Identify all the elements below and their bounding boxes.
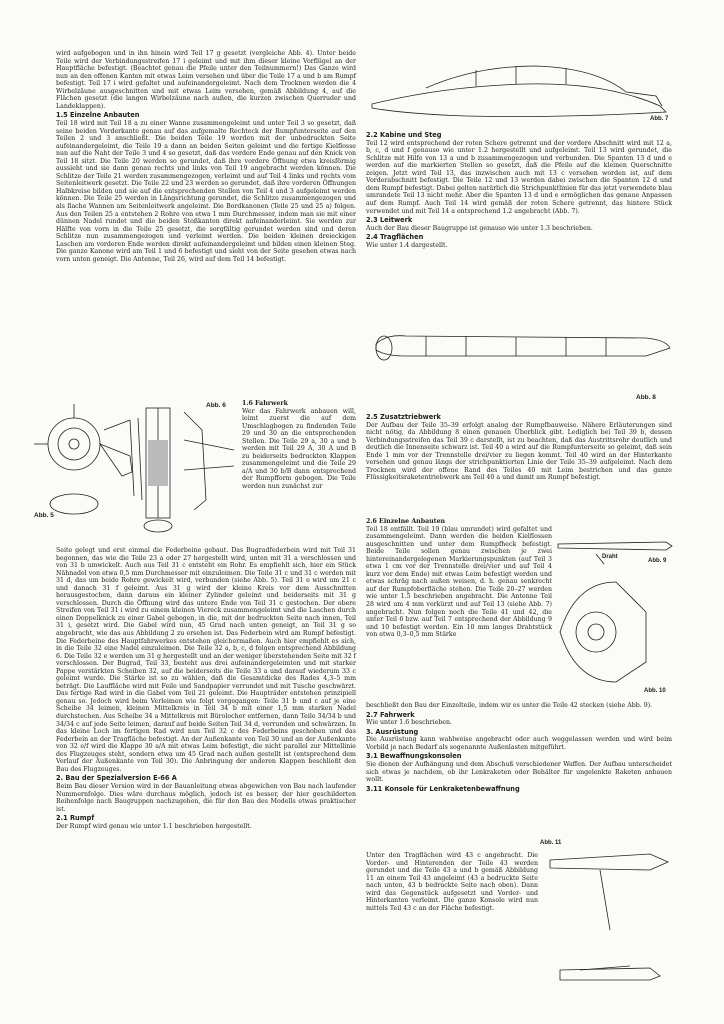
paragraph-3-1: Sie dienen der Aufhängung und dem Abschuß verschiedener Waffen. Der Aufbau unterscheidet sich etwas je nachdem, ob ihr Lenkraketen oder Behälter für ungelenkte Raketen anbauen wollt. <box>366 760 672 784</box>
paragraph-1-6-wrap: Wer das Fahrwerk anbauen will, leimt zuerst die auf dem Umschlagbogen zu findenden Teile 29 und 30 an die entsprechenden Stellen. Die Teile 29 a, 30 a und b werden mit Teil 29 A, 30 A und B zu beiderseits bedruckten Klappen zusammengeleimt und die Teile 29 a/A und 30 b/B dann entsprechend der Rumpfform gebogen. Die Teile werden nun zunächst zur <box>242 407 356 491</box>
console-illustration <box>540 840 676 1014</box>
heading-2-2: 2.2 Kabine und Steg <box>366 131 442 139</box>
engine-illustration <box>366 304 676 404</box>
figure-abb8 <box>366 304 676 404</box>
right-column-lower <box>366 702 672 793</box>
left-column-lower <box>56 547 356 830</box>
heading-2-5: 2.5 Zusatztriebwerk <box>366 413 441 421</box>
cabin-exploded-illustration <box>366 46 676 126</box>
heading-3-11: 3.11 Konsole für Lenkraketenbewaffnung <box>366 784 520 793</box>
caption-abb11: Abb. 11 <box>540 840 562 846</box>
paragraph-2-6-wrap: Teil 18 entfällt. Teil 19 (blau umrandet) wird gefaltet und zusammengeleimt. Dann werden die beiden Kielflossen ausgeschnitten und unter dem Rumpfheck befestigt. Beide Teile sollen genau zwischen je zwei hintereinandergelegenen Markierungspunkten (auf Teil 3 etwa 1 cm vor der Trennstelle drei/vier und auf Teil 4 kurz vor dem Ende) mit etwas Leim befestigt werden und etwas schräg nach außen weisen, d. h. genau senkrecht auf der Rumpfoberfläche stehen. Die Teile 20–27 werden wie unter 1.5 beschrieben angebracht. Die Antenne Teil 28 wird um 4 mm verkürzt und auf Teil 13 (siehe Abb. 7) angebracht. Nun folgen noch die Teile 41 und 42, die unter Teil 6 bzw. auf Teil 7 entsprechend der Abbildung 9 und 10 befestigt werden. Ein 10 mm langes Drahtstück von etwa 0,3–0,5 mm Stärke <box>366 525 552 639</box>
figure-abb9 <box>556 524 676 568</box>
heading-2: 2. Bau der Spezialversion E-66 A <box>56 774 177 783</box>
paragraph-1-5: Teil 18 wird mit Teil 18 a zu einer Wanne zusammengeleimt und unter Teil 3 so gesetzt, daß seine beiden Vorderkante genau auf das aufgemalte Rechteck der Rumpfunterseite auf den Teilen 2 und 3 anschließt. Die beiden Teile 19 werden mit der unbedruckten Seite aufeinandergeleimt, die Teile 19 a dann an beiden Seiten geleimt und die fertige Kielflosse nun auf die Naht der Teile 3 und 4 so gesetzt, daß das vordere Ende genau auf den Knick von Teil 18 sitzt. Die Teile 20 werden so gerundet, daß ihre vordere Öffnung etwa kreisförmig aussieht und sie dann genau rechts und links von Teil 19 angebracht werden können. Die Schlitze der Teile 21 werden zusammengezogen, verleimt und auf Teil 4 links und rechts vom Seitenleitwerk gesetzt. Die Teile 22 und 23 werden so gerundet, daß ihre vorderen Öffnungen Halbkreise bilden und sie auf die entsprechenden Stellen von Teil 4 und 3 aufgeleimt werden können. Die Teile 25 werden in Längsrichtung gerundet, die Schlitze zusammengezogen und als flache Wannen am Seitenleitwerk angeleimt. Die Bordkanonen (Teile 25 und 25 a) folgen. Aus den Teilen 25 a entstehen 2 Rohre von etwa 1 mm Durchmesser, indem man sie mit einer dünnen Nadel rundet und die beiden Stoßkanten direkt aufeinanderleimt. Sie werden zur Hälfte von vorn in die Teile 25 gesetzt, die sorgfältig gerundet werden sind und deren Schlitze nun zusammengezogen und verleimt werden. Die beiden kleinen dreieckigen Laschen am vorderen Ende werden direkt aufeinandergeleimt und bilden einen kleinen Steg. Die ganze Kanone wird am Teil 1 und 6 befestigt und sieht von der Seite gesehen etwas nach vorn unten geneigt. Die Antenne, Teil 26, wird auf dem Teil 14 befestigt. <box>56 119 356 263</box>
section-2-6-wrap <box>366 518 552 639</box>
paragraph-intro: wird aufgebogen und in ihn hinein wird Teil 17 g gesetzt (vergleiche Abb. 4). Unter beide Teile wird der Verbindungsstreifen 17 i geleimt und mit ihm dieser kleine Vorflügel an der Hauptfläche befestigt. (Beachtet genau die Pfeile unter den Teilnummern!) Das Ganze wird nun an den offenen Kanten mit etwas Leim versehen und über die Teile 17 a und b am Rumpf befestigt. Teil 17 i wird gefaltet und aufeinandergeleimt. Nach dem Trocknen werden die 4 Wirbelzäune ausgeschnitten und mit etwas Leim versehen, gemäß Abbildung 4, auf die Flächen gesetzt (die langen Wirbelzäune nach außen, die kurzen zwischen Querruder und Landeklappen). <box>56 50 356 110</box>
heading-3-1: 3.1 Bewaffnungskonsolen <box>366 752 462 761</box>
paragraph-2-5: Der Aufbau der Teile 35–39 erfolgt analog der Rumpfbauweise. Nähere Erläuterungen sind nicht nötig, da Abbildung 8 einen genauen Überblick gibt. Lediglich bei Teil 39 b, dessen Verbindungsstreifen das Teil 39 c darstellt, ist zu beachten, daß das Austrittsrohr deutlich und deutlich die Innenseite schwarz ist. Teil 40 a wird auf die Rumpfunterseite so geleimt, daß sein Ende 1 mm vor der Trennstelle drei/vier zu liegen kommt. Teil 40 wird an der Hinterkante versehen und genau längs der strichpunktierten Linie der Teile 35–39 aufgeleimt. Nach dem Trocknen wird der offene Rand des Teiles 40 mit Leim bestrichen und das ganze Flüssigkeitsraketentriebwerk am Teil 40 a und damit am Rumpf befestigt. <box>366 421 672 482</box>
figure-abb11 <box>540 840 676 1014</box>
figure-abb7 <box>366 46 676 126</box>
paragraph-2-7: Wie unter 1.6 beschrieben. <box>366 719 452 727</box>
paragraph-3: Die Ausrüstung kann wahlweise angebracht oder auch weggelassen werden und wird beim Vorbild je nach Bedarf als sogenannte Außenlasten mitgeführt. <box>366 736 672 751</box>
caption-abb7: Abb. 7 <box>650 116 669 122</box>
heading-1-6: 1.6 Fahrwerk <box>242 400 289 407</box>
draht-label: Draht <box>602 554 618 560</box>
section-1-6-wrap <box>242 400 356 491</box>
caption-abb9: Abb. 9 <box>648 558 667 564</box>
heading-1-5: 1.5 Einzelne Anbauten <box>56 111 140 120</box>
paragraph-2-6-continued: beschließt den Bau der Einzelteile, indem wir es unter die Teile 42 stecken (siehe Abb. 9). <box>366 702 653 709</box>
section-3-11-wrap <box>366 852 538 912</box>
caption-abb6: Abb. 6 <box>206 402 226 409</box>
heading-2-1: 2.1 Rumpf <box>56 814 95 823</box>
figure-abb5-abb6 <box>34 400 238 536</box>
paragraph-2-4: Wie unter 1.4 dargestellt. <box>366 241 448 249</box>
paragraph-1-6-continued: Seite gelegt und erst einmal die Federbeine gebaut. Das Bugradfederbein wird mit Teil 31 begonnen, das wie die Teile 23 a oder 27 hergestellt wird, unten mit 31 a verschlossen und von 31 b umwickelt. Auch aus Teil 31 c entsteht ein Rohr. Es empfiehlt sich, hier ein Stück Nähnadel von etwa 0,5 mm Durchmesser mit einzuleimen. Die Teile 31 c und 31 c werden mit 31 d, das um beide Rohre gewickelt wird, verbunden (siehe Abb. 5). Teil 31 e wird um 21 c und danach 31 f geleimt. Aus 31 g wird der kleine Kreis vor dem Ausschnitten herausgestochen, dann daraus ein kleiner Zylinder geleimt und beiderseits mit 31 g verschlossen. Durch die Öffnung wird das untere Ende von Teil 31 c gestochen. Der obere Streifen von Teil 31 i wird zu einem kleinen Viereck zusammengeleimt und die Laschen durch einen Doppelknick zu einer Gabel gebogen, in die, mit der bedruckten Seite nach innen, Teil 31 i, gesetzt wird. Die Gabel wird nun, 45 Grad nach unten geneigt, an Teil 31 g so angebracht, wie das aus Abbildung 2 zu ersehen ist. Das Federbein wird am Rumpf befestigt. Die Federbeine des Hauptfahrwerkes entstehen gleichermaßen. Auch hier empfiehlt es sich, in die Teile 32 eine Nadel einzuleimen. Die Teile 32 a, b, c, d folgen entsprechend Abbildung 6. Die Teile 32 e werden um 31 g hergestellt und an der weniger überstehenden Seite mit 32 f verschlossen. Der Bugrad, Teil 33, besteht aus drei aufeinandergeleimten und mit starker Pappe verstärkten Scheiben 32, auf die beiderseits die Teile 33 a und darauf wiederum 33 c geleimt wurde. Die Stärke ist so zu wählen, daß die Gesamtdicke des Rades 4,3–5 mm beträgt. Die Lauffläche wird mit Feile und Sandpapier verrundet und mit Tusche geschwärzt. Das fertige Rad wird in die Gabel vom Teil 21 geleimt. Die Haupträder entstehen prinzipiell genau so. Jedoch wird beim Verleimen wie folgt vorgegangen: Teile 31 b und c auf je eine Scheibe 34 leimen, kleinen Mittelkreis in Teil 34 b mit einer 1,5 mm starken Nadel durchstechen. Aus Scheibe 34 a Mittelkreis mit Bürolocher entfernen, dann Teile 34/34 b und 34/34 c auf jede Seite leimen, darauf auf beide Seiten Teil 34 d, verrunden und schwärzen. In das kleine Loch im fertigen Rad wird nun Teil 32 c des Federbeins geschoben und das Federbein an der Tragfläche befestigt. An der Außenkante von Teil 30 und an der Außenkante von 32 e/f wird die Klappe 30 a/A mit etwas Leim befestigt, die nicht parallel zur Mittellinie des Flugzeuges steht, sondern etwa um 45 Grad nach außen gestellt ist (entsprechend dem Verlauf der Außenkante von Teil 30). Die Anbringung der anderen Klappen beschließt den Bau des Flugzeuges. <box>56 547 356 773</box>
rear-view-illustration <box>556 572 676 698</box>
right-column-upper <box>366 130 672 249</box>
heading-3: 3. Ausrüstung <box>366 727 419 736</box>
heading-2-6: 2.6 Einzelne Anbauten <box>366 518 446 525</box>
figure-abb10 <box>556 572 676 698</box>
heading-2-7: 2.7 Fahrwerk <box>366 710 415 719</box>
caption-abb5: Abb. 5 <box>34 512 54 519</box>
paragraph-2-3: Auch der Bau dieser Baugruppe ist genauso wie unter 1.3 beschrieben. <box>366 224 593 232</box>
caption-abb8: Abb. 8 <box>636 394 656 401</box>
heading-2-4: 2.4 Tragflächen <box>366 233 424 242</box>
caption-abb10: Abb. 10 <box>644 688 666 694</box>
paragraph-2: Beim Bau dieser Version wird in der Bauanleitung etwas abgewichen von Bau nach laufender Nummernfolge. Dies wäre durchaus möglich, jedoch ist es besser, der hier geschilderten Reihenfolge nach Baugruppen nachzugehen, die für den Bau des Modells etwas praktischer ist. <box>56 783 356 813</box>
paragraph-2-1: Der Rumpf wird genau wie unter 1.1 beschrieben hergestellt. <box>56 822 252 830</box>
left-column-upper <box>56 50 356 263</box>
heading-2-3: 2.3 Leitwerk <box>366 216 413 225</box>
right-column-middle <box>366 412 672 482</box>
landing-gear-illustration <box>34 400 238 536</box>
paragraph-3-11-wrap: Unter den Tragflächen wird 43 c angebracht. Die Vorder- und Hinterenden der Teile 43 werden gerundet und die Teile 43 a und b gemäß Abbildung 11 an einem Teil 43 angeleimt (43 a bedruckte Seite nach unten, 43 b bedruckte Seite nach oben). Dann wird das Gegenstück aufgesetzt und Vorder- und Hinterkanten verleimt. Die ganze Konsole wird nun mittels Teil 43 c an der Fläche befestigt. <box>366 852 538 912</box>
paragraph-2-2: Teil 12 wird entsprechend der roten Schere getrennt und der vordere Abschnitt wird mit 12 a, b, c, d und f genauso wie unter 1.2 hergestellt und aufgeleimt. Teil 13 wird gerundet, die Schlitze mit Hilfe von 13 a und b zusammengezogen und verbunden. Die Spanten 13 d und e werden auf die markierten Stellen so gesetzt, daß die Pfeile auf die kleinen Querschnitte zeigen. Jetzt wird Teil 13, das inzwischen auch mit 13 c versehen worden ist, auf dem Vorderabschnitt befestigt. Die Teile 12 und 13 werden dabei zwischen die Spanten 12 d und dem Rumpf befestigt. Dabei gelten natürlich die Strichpunktlinien für das jetzt verwendete blau umrandete Teil 13 nicht mehr. Aber die Spanten 13 d und e ermöglichen das genaue Anpassen auf dem Rumpf. Auch Teil 14 wird gemäß der roten Schere getrennt, das hintere Stück verwendet und mit Teil 14 a entsprechend 1.2 angebracht (Abb. 7). <box>366 139 672 215</box>
